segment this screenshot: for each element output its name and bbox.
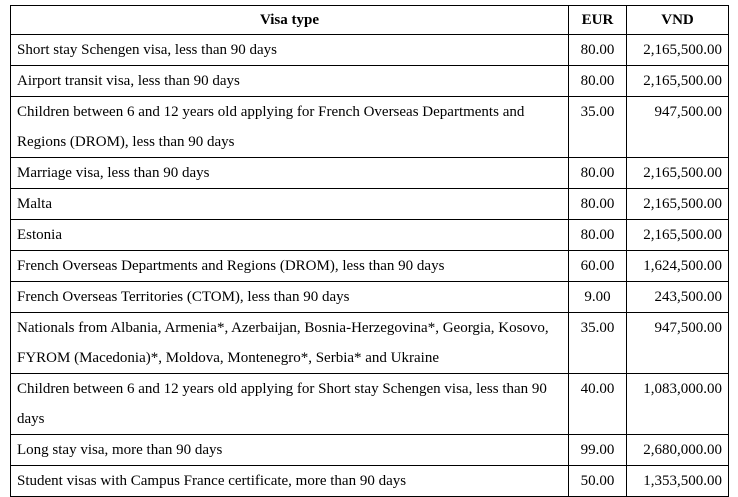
table-row <box>11 66 729 97</box>
header-vnd: VND <box>627 6 729 35</box>
visa-type-cell: Marriage visa, less than 90 days <box>11 158 569 189</box>
table-row <box>11 158 729 189</box>
table-row <box>11 35 729 66</box>
eur-cell: 9.00 <box>569 282 627 313</box>
vnd-cell: 1,083,000.00 <box>627 374 729 435</box>
vnd-cell: 1,624,500.00 <box>627 251 729 282</box>
table-row <box>11 251 729 282</box>
eur-cell: 35.00 <box>569 313 627 374</box>
eur-cell: 35.00 <box>569 97 627 158</box>
visa-type-cell: Student visas with Campus France certificate, more than 90 days <box>11 466 569 497</box>
eur-cell: 50.00 <box>569 466 627 497</box>
eur-cell: 80.00 <box>569 220 627 251</box>
eur-cell: 80.00 <box>569 35 627 66</box>
header-eur: EUR <box>569 6 627 35</box>
table-row <box>11 97 729 158</box>
header-row <box>11 6 729 35</box>
visa-type-cell: Children between 6 and 12 years old applying for Short stay Schengen visa, less than 90 days <box>11 374 569 435</box>
eur-cell: 80.00 <box>569 189 627 220</box>
visa-type-cell: Airport transit visa, less than 90 days <box>11 66 569 97</box>
vnd-cell: 947,500.00 <box>627 97 729 158</box>
vnd-cell: 2,165,500.00 <box>627 189 729 220</box>
vnd-cell: 1,353,500.00 <box>627 466 729 497</box>
vnd-cell: 2,165,500.00 <box>627 35 729 66</box>
vnd-cell: 2,165,500.00 <box>627 220 729 251</box>
table-row <box>11 374 729 435</box>
table-row <box>11 282 729 313</box>
eur-cell: 40.00 <box>569 374 627 435</box>
eur-cell: 80.00 <box>569 158 627 189</box>
eur-cell: 80.00 <box>569 66 627 97</box>
vnd-cell: 243,500.00 <box>627 282 729 313</box>
visa-type-cell: French Overseas Departments and Regions (DROM), less than 90 days <box>11 251 569 282</box>
visa-type-cell: Malta <box>11 189 569 220</box>
table-row <box>11 189 729 220</box>
vnd-cell: 2,165,500.00 <box>627 158 729 189</box>
visa-type-cell: Long stay visa, more than 90 days <box>11 435 569 466</box>
table-row <box>11 435 729 466</box>
table-row <box>11 466 729 497</box>
header-visa-type: Visa type <box>11 6 569 35</box>
visa-type-cell: Short stay Schengen visa, less than 90 days <box>11 35 569 66</box>
visa-type-cell: Nationals from Albania, Armenia*, Azerbaijan, Bosnia-Herzegovina*, Georgia, Kosovo, FYROM (Macedonia)*, Moldova, Montenegro*, Serbia* and Ukraine <box>11 313 569 374</box>
visa-type-cell: Children between 6 and 12 years old applying for French Overseas Departments and Regions (DROM), less than 90 days <box>11 97 569 158</box>
visa-fee-table <box>10 5 729 497</box>
table-row <box>11 313 729 374</box>
vnd-cell: 2,680,000.00 <box>627 435 729 466</box>
eur-cell: 99.00 <box>569 435 627 466</box>
visa-type-cell: Estonia <box>11 220 569 251</box>
visa-type-cell: French Overseas Territories (CTOM), less than 90 days <box>11 282 569 313</box>
table-row <box>11 220 729 251</box>
eur-cell: 60.00 <box>569 251 627 282</box>
vnd-cell: 947,500.00 <box>627 313 729 374</box>
vnd-cell: 2,165,500.00 <box>627 66 729 97</box>
